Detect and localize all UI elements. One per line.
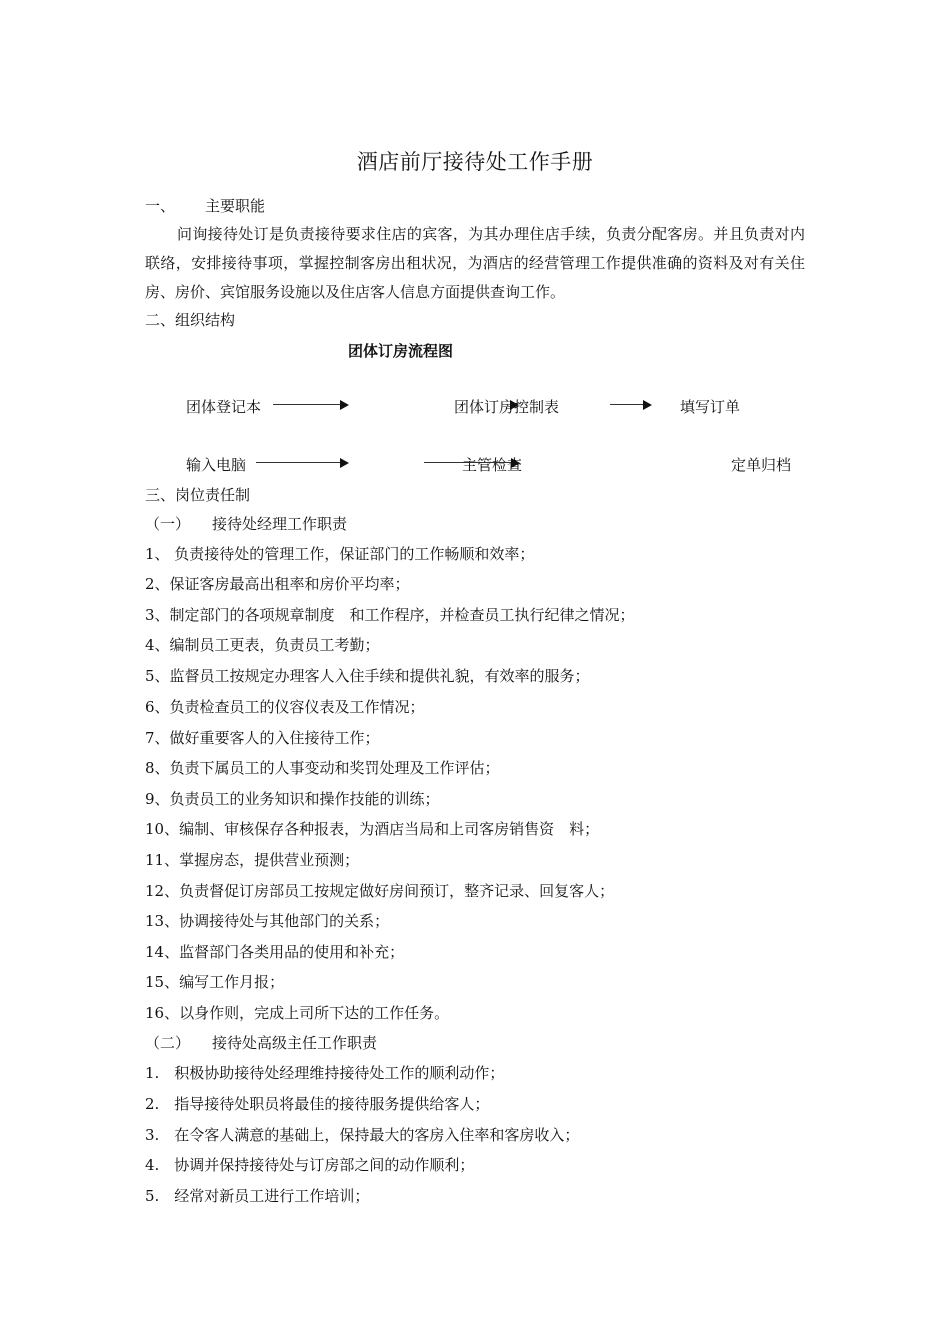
list-item: 6、负责检查员工的仪容仪表及工作情况；	[145, 698, 425, 716]
flow-node: 主管检查	[462, 456, 523, 474]
flow-node: 填写订单	[680, 398, 741, 416]
list-item: 5. 经常对新员工进行工作培训；	[145, 1187, 370, 1205]
subsection2-title: 接待处高级主任工作职责	[212, 1034, 378, 1052]
list-item: 5、监督员工按规定办理客人入住手续和提供礼貌，有效率的服务；	[145, 667, 590, 685]
flow-node: 团体登记本	[186, 398, 262, 416]
flow-node: 输入电脑	[186, 456, 247, 474]
subsection1-number: （一）	[145, 515, 191, 533]
flowchart-title: 团体订房流程图	[348, 342, 454, 360]
list-item: 14、监督部门各类用品的使用和补充；	[145, 943, 405, 961]
flow-arrow	[273, 399, 349, 411]
list-item: 10、编制、审核保存各种报表，为酒店当局和上司客房销售资 料；	[145, 820, 600, 838]
list-item: 2、保证客房最高出租率和房价平均率；	[145, 575, 410, 593]
flow-arrow	[424, 457, 520, 469]
list-item: 7、做好重要客人的入住接待工作；	[145, 729, 380, 747]
flow-arrow	[505, 399, 519, 411]
list-item: 11、掌握房态，提供营业预测；	[145, 851, 360, 869]
subsection2-number: （二）	[145, 1034, 191, 1052]
section1-paragraph: 问询接待处订是负责接待要求住店的宾客，为其办理住店手续，负责分配客房。并且负责对内联络，安排接待事项，掌握控制客房出租状况，为酒店的经营管理工作提供准确的资料及对有关住房、房价、宾馆服务设施以及住店客人信息方面提供查询工作。	[145, 225, 805, 301]
flow-node: 定单归档	[731, 456, 792, 474]
list-item: 1、 负责接待处的管理工作，保证部门的工作畅顺和效率；	[145, 545, 535, 563]
section3-heading: 三、岗位责任制	[145, 486, 251, 504]
flow-arrow	[610, 399, 652, 411]
document-title: 酒店前厅接待处工作手册	[356, 150, 594, 174]
list-item: 8、负责下属员工的人事变动和奖罚处理及工作评估；	[145, 759, 500, 777]
subsection1-title: 接待处经理工作职责	[212, 515, 348, 533]
list-item: 2. 指导接待处职员将最佳的接待服务提供给客人；	[145, 1095, 490, 1113]
list-item: 9、负责员工的业务知识和操作技能的训练；	[145, 790, 440, 808]
section1-title: 主要职能	[205, 197, 266, 215]
subsection1-heading	[145, 514, 347, 534]
list-item: 4、编制员工更表，负责员工考勤；	[145, 636, 380, 654]
list-item: 3、制定部门的各项规章制度 和工作程序，并检查员工执行纪律之情况；	[145, 606, 635, 624]
list-item: 12、负责督促订房部员工按规定做好房间预订，整齐记录、回复客人；	[145, 882, 615, 900]
section2-heading: 二、组织结构	[145, 311, 236, 329]
list-item: 3. 在令客人满意的基础上，保持最大的客房入住率和客房收入；	[145, 1126, 580, 1144]
section1-number: 一、	[145, 197, 176, 215]
list-item: 16、以身作则，完成上司所下达的工作任务。	[145, 1004, 450, 1022]
list-item: 13、协调接待处与其他部门的关系；	[145, 912, 390, 930]
list-item: 15、编写工作月报；	[145, 973, 285, 991]
list-item: 1. 积极协助接待处经理维持接待处工作的顺利动作；	[145, 1064, 505, 1082]
flow-node: 团体订房控制表	[454, 398, 560, 416]
subsection2-heading	[145, 1033, 377, 1053]
section1-heading	[145, 196, 265, 216]
list-item: 4. 协调并保持接待处与订房部之间的动作顺利；	[145, 1156, 475, 1174]
flow-arrow	[256, 457, 349, 469]
